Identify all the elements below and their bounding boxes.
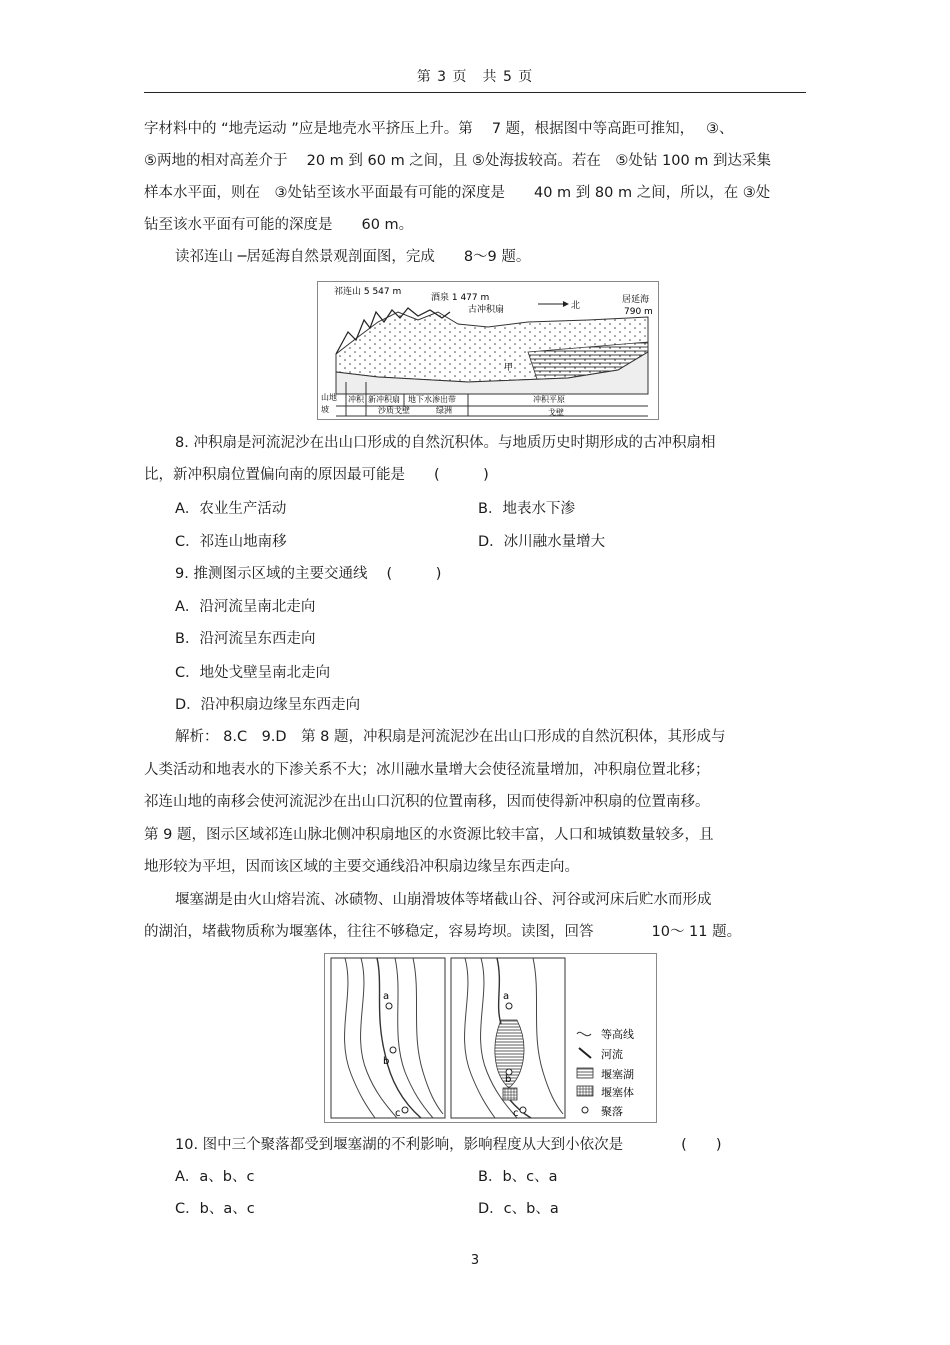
settlement-circle-icon (582, 1107, 588, 1113)
analysis-line-1: 解析： 8.C 9.D 第 8 题，冲积扇是河流泥沙在出山口形成的自然沉积体，其形成与 (175, 729, 726, 745)
label-right-a: a (503, 991, 510, 1002)
intro2-line-2: 的湖泊，堵截物质称为堰塞体，往往不够稳定，容易垮坝。读图，回答 10～ 11 题。 (144, 924, 742, 940)
contour-right-3 (533, 958, 563, 1114)
contour-left-4 (413, 958, 443, 1114)
dammed-lake-svg (325, 954, 656, 1122)
contour-line-icon (577, 1032, 591, 1035)
intro2-line-1: 堰塞湖是由火山熔岩流、冰碛物、山崩滑坡体等堵截山谷、河谷或河床后贮水而形成 (175, 892, 712, 908)
label-old-fan: 古冲积扇 (468, 305, 505, 315)
settlement-left-a (386, 1003, 392, 1009)
dam-body-shape (503, 1088, 517, 1100)
label-plain: 冲积平原 (533, 395, 565, 404)
legend-label-lake: 堰塞湖 (601, 1068, 634, 1081)
north-arrowhead (563, 301, 569, 307)
q8-option-c[interactable]: C．祁连山地南移 (175, 534, 287, 550)
label-shanpo: 坡 (321, 405, 329, 414)
river-left (377, 958, 421, 1118)
legend-label-settlement: 聚落 (601, 1105, 623, 1118)
label-juyan: 居延海 (622, 295, 650, 305)
legend-label-dam: 堰塞体 (601, 1086, 634, 1099)
river-right (497, 958, 501, 1024)
q9-option-b[interactable]: B．沿河流呈东西走向 (175, 631, 316, 647)
label-oasis: 绿洲 (436, 406, 452, 415)
label-north: 北 (571, 301, 581, 311)
label-right-b: b (505, 1074, 512, 1085)
text-line-3: 样本水平面，则在 ③处钻至该水平面最有可能的深度是 40 m 到 80 m 之间，所以，在 ③处 (144, 185, 771, 201)
page-number: 3 (470, 1253, 480, 1268)
label-chongji: 冲积 (348, 395, 364, 404)
contour-right-1 (465, 958, 495, 1118)
legend-label-contour: 等高线 (601, 1028, 634, 1041)
q8-stem-2: 比，新冲积扇位置偏向南的原因最可能是 ( ) (144, 467, 489, 483)
label-left-c: c (395, 1108, 401, 1119)
river-icon (579, 1048, 591, 1058)
q10-option-c[interactable]: C．b、a、c (175, 1201, 255, 1217)
q8-option-a[interactable]: A．农业生产活动 (175, 501, 287, 517)
q8-option-d[interactable]: D．冰川融水量增大 (478, 534, 606, 550)
q9-option-d[interactable]: D．沿冲积扇边缘呈东西走向 (175, 697, 361, 713)
q8-option-b[interactable]: B．地表水下渗 (478, 501, 575, 517)
contour-left-1 (345, 958, 375, 1118)
q10-option-a[interactable]: A．a、b、c (175, 1169, 255, 1185)
label-jiuquan: 酒泉 1 477 m (431, 293, 490, 303)
text-line-1: 字材料中的 “地壳运动 ”应是地壳水平挤压上升。第 7 题，根据图中等高距可推知， ③、 (144, 121, 734, 137)
text-line-2: ⑤两地的相对高差介于 20 m 到 60 m 之间，且 ⑤处海拔较高。若在 ⑤处钻 100 m 到达采集 (144, 153, 772, 169)
analysis-line-2: 人类活动和地表水的下渗关系不大；冰川融水量增大会使径流量增加，冲积扇位置北移； (144, 762, 710, 778)
header-divider (144, 92, 806, 93)
label-juyan-elev: 790 m (624, 307, 653, 317)
settlement-left-c (402, 1107, 408, 1113)
dammed-lake-figure (324, 953, 657, 1123)
q10-stem: 10. 图中三个聚落都受到堰塞湖的不利影响，影响程度从大到小依次是 ( ) (175, 1137, 722, 1153)
settlement-right-c (520, 1107, 526, 1113)
q9-option-c[interactable]: C．地处戈壁呈南北走向 (175, 665, 331, 681)
legend-label-river: 河流 (601, 1048, 623, 1061)
label-jia: 甲 (504, 363, 514, 373)
q10-option-d[interactable]: D．c、b、a (478, 1201, 559, 1217)
settlement-left-b (390, 1047, 396, 1053)
analysis-line-5: 地形较为平坦，因而该区域的主要交通线沿冲积扇边缘呈东西走向。 (144, 859, 579, 875)
q9-stem: 9. 推测图示区域的主要交通线 ( ) (175, 566, 442, 582)
settlement-right-a (506, 1003, 512, 1009)
profile-figure (317, 281, 659, 420)
label-desert: 沙质戈壁 (378, 406, 410, 415)
label-groundwater: 地下水渗出带 (408, 395, 456, 404)
profile-svg (318, 282, 658, 419)
label-gobi: 戈壁 (548, 408, 564, 417)
analysis-line-4: 第 9 题，图示区域祁连山脉北侧冲积扇地区的水资源比较丰富，人口和城镇数量较多，且 (144, 827, 714, 843)
label-qilian: 祁连山 5 547 m (334, 287, 402, 297)
label-left-a: a (383, 991, 390, 1002)
label-right-c: c (513, 1108, 519, 1119)
page-header: 第 3 页 共 5 页 (416, 69, 534, 85)
text-line-5: 读祁连山 ─居延海自然景观剖面图，完成 8～9 题。 (175, 249, 531, 265)
analysis-line-3: 祁连山地的南移会使河流泥沙在出山口沉积的位置南移，因而使得新冲积扇的位置南移。 (144, 794, 710, 810)
label-left-b: b (383, 1056, 390, 1067)
label-new-fan: 新冲积扇 (368, 395, 400, 404)
label-shandi: 山地 (321, 393, 337, 402)
q9-option-a[interactable]: A．沿河流呈南北走向 (175, 599, 316, 615)
text-line-4: 钻至该水平面有可能的深度是 60 m。 (144, 217, 414, 233)
dam-grid-icon (577, 1086, 593, 1096)
lake-hatch-icon (577, 1068, 593, 1078)
q10-option-b[interactable]: B．b、c、a (478, 1169, 558, 1185)
q8-stem-1: 8. 冲积扇是河流泥沙在出山口形成的自然沉积体。与地质历史时期形成的古冲积扇相 (175, 435, 716, 451)
